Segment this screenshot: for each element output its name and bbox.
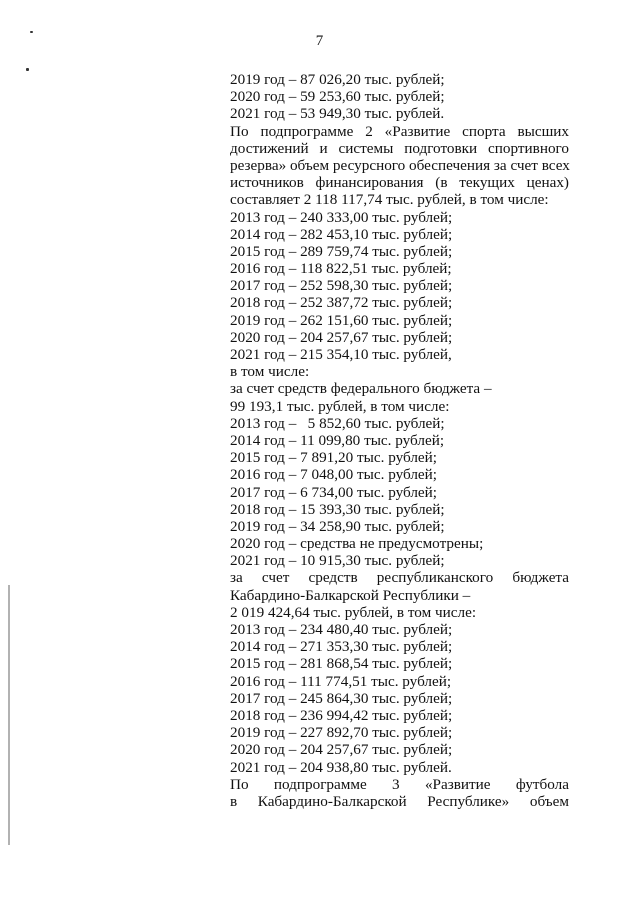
text-line: 2019 год – 227 892,70 тыс. рублей; bbox=[230, 724, 453, 742]
block-top-years bbox=[230, 71, 569, 123]
text-line: 2015 год – 7 891,20 тыс. рублей; bbox=[230, 449, 438, 467]
text-line: 2016 год – 111 774,51 тыс. рублей; bbox=[230, 672, 452, 690]
margin-binding-mark bbox=[8, 585, 10, 845]
text-line: 2013 год – 240 333,00 тыс. рублей; bbox=[230, 208, 453, 226]
text-line: 2015 год – 289 759,74 тыс. рублей; bbox=[230, 242, 453, 260]
document-body bbox=[230, 71, 569, 810]
text-line: 2021 год – 53 949,30 тыс. рублей. bbox=[230, 105, 445, 123]
scan-mark-top bbox=[30, 31, 33, 33]
text-line: достижений и системы подготовки спортивного bbox=[230, 139, 569, 157]
text-line: в том числе: bbox=[230, 363, 310, 381]
text-line: 2014 год – 271 353,30 тыс. рублей; bbox=[230, 638, 453, 656]
text-line: 2014 год – 282 453,10 тыс. рублей; bbox=[230, 225, 453, 243]
text-line: По подпрограмме 2 «Развитие спорта высших bbox=[230, 122, 569, 140]
text-line: 2021 год – 10 915,30 тыс. рублей; bbox=[230, 552, 445, 570]
text-line: 2014 год – 11 099,80 тыс. рублей; bbox=[230, 431, 445, 449]
text-line: 2017 год – 252 598,30 тыс. рублей; bbox=[230, 277, 453, 295]
text-line: Кабардино-Балкарской Республики – bbox=[230, 586, 471, 604]
text-line: 2 019 424,64 тыс. рублей, в том числе: bbox=[230, 603, 477, 621]
page-number: 7 bbox=[315, 33, 324, 49]
text-line: 2017 год – 6 734,00 тыс. рублей; bbox=[230, 483, 438, 501]
text-line: 2019 год – 262 151,60 тыс. рублей; bbox=[230, 311, 453, 329]
text-line: 2016 год – 118 822,51 тыс. рублей; bbox=[230, 260, 452, 278]
text-line: 99 193,1 тыс. рублей, в том числе: bbox=[230, 397, 450, 415]
text-line: резерва» объем ресурсного обеспечения за счет всех bbox=[230, 156, 570, 174]
block-federal-years bbox=[230, 415, 569, 570]
text-line: за счет средств федерального бюджета – bbox=[230, 380, 492, 398]
scan-mark-second bbox=[26, 68, 29, 71]
text-line: 2018 год – 15 393,30 тыс. рублей; bbox=[230, 500, 445, 518]
text-line: 2019 год – 87 026,20 тыс. рублей; bbox=[230, 71, 445, 88]
text-line: 2020 год – 59 253,60 тыс. рублей; bbox=[230, 88, 445, 106]
text-line: 2019 год – 34 258,90 тыс. рублей; bbox=[230, 517, 445, 535]
text-line: 2020 год – 204 257,67 тыс. рублей; bbox=[230, 741, 453, 759]
text-line: 2013 год – 234 480,40 тыс. рублей; bbox=[230, 621, 453, 638]
block-total-years bbox=[230, 209, 569, 415]
text-line: 2013 год – 5 852,60 тыс. рублей; bbox=[230, 414, 445, 432]
text-line: 2020 год – средства не предусмотрены; bbox=[230, 535, 484, 553]
text-line: По подпрограмме 3 «Развитие футбола bbox=[230, 775, 569, 793]
text-line: в Кабардино-Балкарской Республике» объем bbox=[230, 792, 569, 810]
text-line: 2018 год – 252 387,72 тыс. рублей; bbox=[230, 294, 453, 312]
text-line: 2015 год – 281 868,54 тыс. рублей; bbox=[230, 655, 453, 673]
text-line: составляет 2 118 117,74 тыс. рублей, в том числе: bbox=[230, 191, 549, 209]
text-line: 2021 год – 215 354,10 тыс. рублей, bbox=[230, 346, 452, 363]
block-republic-budget bbox=[230, 569, 569, 775]
text-line: 2020 год – 204 257,67 тыс. рублей; bbox=[230, 328, 453, 346]
text-line: за счет средств республиканского бюджета bbox=[230, 569, 569, 587]
text-line: 2016 год – 7 048,00 тыс. рублей; bbox=[230, 466, 438, 484]
paragraph-subprogram-2 bbox=[230, 123, 569, 209]
text-line: источников финансирования (в текущих ценах) bbox=[230, 174, 569, 192]
text-line: 2017 год – 245 864,30 тыс. рублей; bbox=[230, 689, 453, 707]
text-line: 2018 год – 236 994,42 тыс. рублей; bbox=[230, 706, 453, 724]
text-line: 2021 год – 204 938,80 тыс. рублей. bbox=[230, 758, 452, 776]
paragraph-subprogram-3 bbox=[230, 776, 569, 810]
